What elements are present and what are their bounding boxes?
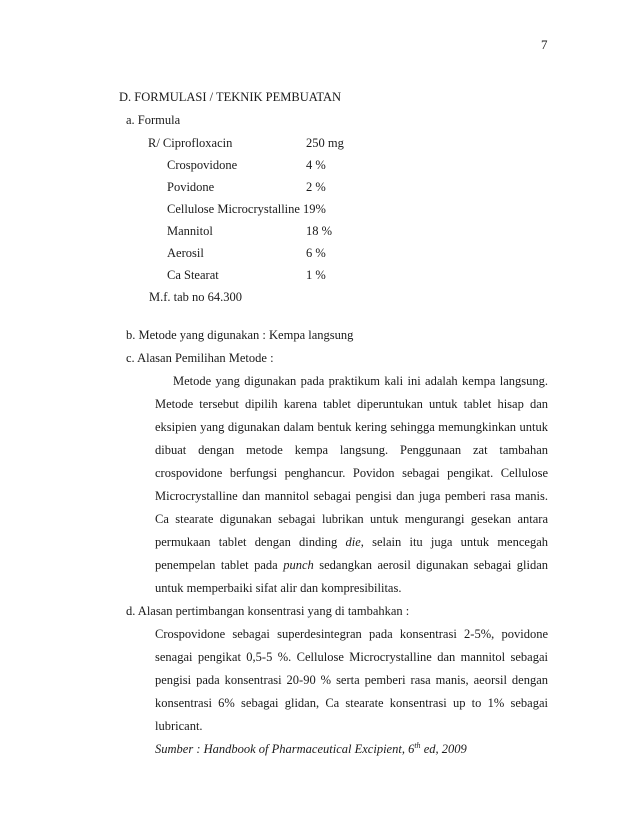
citation-text: ed, 2009 — [420, 742, 467, 756]
paragraph-line: senagai pengikat 0,5-5 %. Cellulose Microcrystalline dan mannitol sebagai — [155, 650, 548, 664]
line-text: sedangkan aerosil digunakan sebagai glidan — [319, 558, 549, 572]
paragraph-line — [155, 557, 548, 573]
paragraph-line: Metode yang digunakan pada praktikum kali ini adalah kempa langsung. — [173, 374, 548, 388]
formula-item-amount: 1 % — [306, 268, 326, 282]
formula-item-name: Povidone — [167, 180, 215, 194]
paragraph-line — [155, 534, 548, 550]
formula-item-name: Aerosil — [167, 246, 204, 260]
paragraph-line: Crospovidone sebagai superdesintegran pada konsentrasi 2-5%, povidone — [155, 627, 548, 641]
paragraph-line: konsentrasi 6% sebagai glidan, Ca stearate konsentrasi up to 1% sebagai — [155, 696, 548, 710]
source-citation — [155, 741, 467, 757]
formula-item-name: Cellulose Microcrystalline — [167, 202, 300, 216]
italic-term: punch — [283, 558, 314, 572]
formula-item-amount: 6 % — [306, 246, 326, 260]
paragraph-line: eksipien yang digunakan dalam bentuk kering sehingga memungkinkan untuk — [155, 420, 548, 434]
line-text: permukaan tablet dengan dinding — [155, 535, 346, 549]
paragraph-line: dibuat dengan metode kempa langsung. Penggunaan zat tambahan — [155, 443, 548, 457]
paragraph-line: pengisi pada konsentrasi 20-90 % serta pemberi rasa manis, aeorsil dengan — [155, 673, 548, 687]
paragraph-line: Metode tersebut dipilih karena tablet diperuntukan untuk tablet hisap dan — [155, 397, 548, 411]
section-title: D. FORMULASI / TEKNIK PEMBUATAN — [119, 90, 342, 104]
paragraph-line: Ca stearate digunakan sebagai lubrikan untuk mengurangi gesekan antara — [155, 512, 548, 526]
formula-heading: a. Formula — [126, 113, 181, 127]
formula-item-name: Mannitol — [167, 224, 213, 238]
citation-text: Sumber : Handbook of Pharmaceutical Excipient, 6 — [155, 742, 415, 756]
formula-item-name: R/ Ciprofloxacin — [148, 136, 233, 150]
citation-superscript: th — [414, 740, 421, 750]
formula-item-amount: 250 mg — [306, 136, 344, 150]
page-number: 7 — [541, 37, 548, 52]
formula-item-amount: 19% — [303, 202, 326, 216]
formula-item-amount: 2 % — [306, 180, 326, 194]
formula-item-name: Crospovidone — [167, 158, 238, 172]
formula-item-amount: 18 % — [306, 224, 333, 238]
italic-term: die — [345, 535, 361, 549]
formula-item-name: Ca Stearat — [167, 268, 219, 282]
line-text: penempelan tablet pada — [155, 558, 284, 572]
method-heading: b. Metode yang digunakan : Kempa langsung — [126, 328, 354, 342]
formula-item-amount: 4 % — [306, 158, 326, 172]
paragraph-line: lubricant. — [155, 719, 203, 733]
method-reason-heading: c. Alasan Pemilihan Metode : — [126, 351, 274, 365]
formula-footer: M.f. tab no 64.300 — [149, 290, 243, 304]
paragraph-line: Microcrystalline dan mannitol sebagai pengisi dan juga pemberi rasa manis. — [155, 489, 548, 503]
paragraph-line: untuk memperbaiki sifat alir dan kompresibilitas. — [155, 581, 402, 595]
paragraph-line: crospovidone berfungsi penghancur. Povidon sebagai pengikat. Cellulose — [155, 466, 548, 480]
concentration-reason-heading: d. Alasan pertimbangan konsentrasi yang di tambahkan : — [126, 604, 410, 618]
line-text: , selain itu juga untuk mencegah — [360, 535, 548, 549]
